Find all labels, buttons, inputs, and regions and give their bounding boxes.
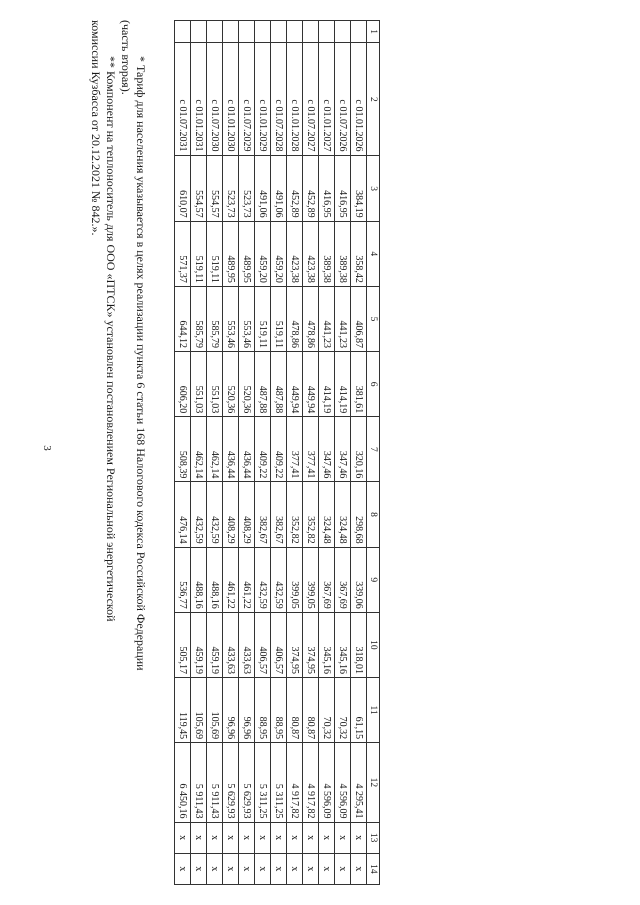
table-cell: 88,95 — [271, 677, 287, 742]
table-cell: х — [255, 822, 271, 853]
table-cell: 409,22 — [271, 417, 287, 482]
table-cell: 432,59 — [191, 482, 207, 547]
table-cell: х — [191, 853, 207, 884]
column-header: 3 — [367, 156, 380, 221]
table-row — [351, 21, 367, 885]
table-cell: 554,57 — [191, 156, 207, 221]
table-cell: 462,14 — [191, 417, 207, 482]
date-cell: с 01.01.2028 — [287, 43, 303, 156]
column-header: 14 — [367, 853, 380, 884]
table-cell: 377,41 — [287, 417, 303, 482]
table-row — [239, 21, 255, 885]
footnote-2-line-2: комиссии Кузбасса от 20.12.2021 № 842.». — [89, 20, 103, 236]
column-header: 13 — [367, 822, 380, 853]
rotated-page — [80, 20, 640, 874]
column-header: 7 — [367, 417, 380, 482]
table-cell — [239, 21, 255, 43]
table-cell: 414,19 — [319, 352, 335, 417]
table-cell: 4 596,09 — [335, 743, 351, 822]
table-cell: 96,96 — [239, 677, 255, 742]
table-cell: 523,73 — [223, 156, 239, 221]
date-cell: с 01.01.2030 — [223, 43, 239, 156]
table-row — [191, 21, 207, 885]
footnotes — [88, 20, 148, 885]
table-cell: 520,36 — [223, 352, 239, 417]
table-cell: 436,44 — [223, 417, 239, 482]
table-cell: 389,38 — [335, 221, 351, 286]
table-cell: 406,57 — [271, 612, 287, 677]
table-cell: х — [207, 853, 223, 884]
table-cell: 487,88 — [271, 352, 287, 417]
date-cell: с 01.01.2029 — [255, 43, 271, 156]
date-cell: с 01.01.2031 — [191, 43, 207, 156]
column-header: 5 — [367, 286, 380, 351]
table-cell: 461,22 — [223, 547, 239, 612]
table-cell: 384,19 — [351, 156, 367, 221]
table-cell: 409,22 — [255, 417, 271, 482]
column-header: 11 — [367, 677, 380, 742]
table-cell: 105,69 — [191, 677, 207, 742]
table-cell: 519,11 — [207, 221, 223, 286]
table-cell: х — [303, 822, 319, 853]
table-cell: 5 911,43 — [207, 743, 223, 822]
table-cell — [351, 21, 367, 43]
table-cell: 433,63 — [239, 612, 255, 677]
table-cell: 644,12 — [175, 286, 191, 351]
table-cell — [303, 21, 319, 43]
table-cell: 318,01 — [351, 612, 367, 677]
date-cell: с 01.07.2026 — [335, 43, 351, 156]
table-cell: 105,69 — [207, 677, 223, 742]
table-cell: 519,11 — [271, 286, 287, 351]
table-cell: 553,46 — [223, 286, 239, 351]
date-cell: с 01.07.2029 — [239, 43, 255, 156]
table-cell: 462,14 — [207, 417, 223, 482]
table-cell: 488,16 — [191, 547, 207, 612]
table-cell: 459,19 — [191, 612, 207, 677]
table-cell — [287, 21, 303, 43]
table-cell: 478,86 — [303, 286, 319, 351]
table-cell: 452,89 — [287, 156, 303, 221]
table-cell — [255, 21, 271, 43]
table-cell: х — [287, 822, 303, 853]
table-cell: 408,29 — [223, 482, 239, 547]
table-cell: 339,06 — [351, 547, 367, 612]
table-cell: х — [191, 822, 207, 853]
table-row — [223, 21, 239, 885]
table-cell — [335, 21, 351, 43]
table-cell: 441,23 — [319, 286, 335, 351]
table-cell: 553,46 — [239, 286, 255, 351]
table-row — [319, 21, 335, 885]
table-cell: 459,19 — [207, 612, 223, 677]
table-cell: 399,05 — [303, 547, 319, 612]
table-cell: 347,46 — [335, 417, 351, 482]
table-cell: 382,67 — [271, 482, 287, 547]
table-cell: 519,11 — [255, 286, 271, 351]
table-cell: 88,95 — [255, 677, 271, 742]
table-cell: 449,94 — [303, 352, 319, 417]
table-cell: 4 917,82 — [287, 743, 303, 822]
table-cell: 489,95 — [223, 221, 239, 286]
table-cell: 345,16 — [335, 612, 351, 677]
table-cell: х — [271, 853, 287, 884]
table-cell: 536,77 — [175, 547, 191, 612]
table-cell: 367,69 — [319, 547, 335, 612]
table-cell — [207, 21, 223, 43]
column-header: 10 — [367, 612, 380, 677]
table-row — [255, 21, 271, 885]
table-cell: х — [255, 853, 271, 884]
table-cell: 508,39 — [175, 417, 191, 482]
table-row — [287, 21, 303, 885]
table-cell: 432,59 — [207, 482, 223, 547]
table-cell: 441,23 — [335, 286, 351, 351]
table-cell: 347,46 — [319, 417, 335, 482]
column-header: 2 — [367, 43, 380, 156]
table-cell: х — [351, 853, 367, 884]
table-cell: х — [319, 853, 335, 884]
table-cell: 70,32 — [335, 677, 351, 742]
table-cell: 374,95 — [303, 612, 319, 677]
table-cell: 80,87 — [287, 677, 303, 742]
column-header: 9 — [367, 547, 380, 612]
table-cell: 432,59 — [271, 547, 287, 612]
table-cell: 585,79 — [207, 286, 223, 351]
landscape-content — [80, 20, 380, 885]
table-cell: х — [207, 822, 223, 853]
date-cell: с 01.07.2030 — [207, 43, 223, 156]
table-body — [175, 21, 367, 885]
table-cell: 523,73 — [239, 156, 255, 221]
table-cell: х — [175, 853, 191, 884]
table-row — [271, 21, 287, 885]
table-cell: 551,03 — [191, 352, 207, 417]
table-cell: х — [223, 822, 239, 853]
table-cell: 4 295,41 — [351, 743, 367, 822]
table-cell: 571,37 — [175, 221, 191, 286]
table-row — [335, 21, 351, 885]
table-cell: 5 311,25 — [271, 743, 287, 822]
table-cell — [191, 21, 207, 43]
table-cell: 61,15 — [351, 677, 367, 742]
table-cell: 432,59 — [255, 547, 271, 612]
table-cell: 406,57 — [255, 612, 271, 677]
footnote-2-line-1: ** Компонент на теплоноситель для ООО «ПТСК» установлен постановлением Региональной энергетической — [104, 56, 118, 622]
table-cell: х — [239, 822, 255, 853]
table-cell: 416,95 — [319, 156, 335, 221]
table-cell — [319, 21, 335, 43]
table-cell: 367,69 — [335, 547, 351, 612]
table-cell: 408,29 — [239, 482, 255, 547]
table-cell: 452,89 — [303, 156, 319, 221]
table-cell: 70,32 — [319, 677, 335, 742]
table-cell: 459,20 — [255, 221, 271, 286]
table-cell: 491,06 — [271, 156, 287, 221]
table-cell: 520,36 — [239, 352, 255, 417]
table-row — [175, 21, 191, 885]
date-cell: с 01.07.2027 — [303, 43, 319, 156]
table-cell: 374,95 — [287, 612, 303, 677]
column-header: 4 — [367, 221, 380, 286]
table-cell: 119,45 — [175, 677, 191, 742]
date-cell: с 01.01.2027 — [319, 43, 335, 156]
table-cell: 461,22 — [239, 547, 255, 612]
table-cell: 298,68 — [351, 482, 367, 547]
table-cell: х — [335, 822, 351, 853]
table-cell: 6 450,16 — [175, 743, 191, 822]
table-cell: 399,05 — [287, 547, 303, 612]
table-row — [303, 21, 319, 885]
table-cell: 476,14 — [175, 482, 191, 547]
table-cell — [223, 21, 239, 43]
table-cell: х — [271, 822, 287, 853]
table-cell: 352,82 — [287, 482, 303, 547]
date-cell: с 01.07.2031 — [175, 43, 191, 156]
table-cell: 324,48 — [319, 482, 335, 547]
table-cell: 381,61 — [351, 352, 367, 417]
table-cell: 414,19 — [335, 352, 351, 417]
table-row — [207, 21, 223, 885]
table-cell: 449,94 — [287, 352, 303, 417]
table-cell: 80,87 — [303, 677, 319, 742]
table-cell: 4 596,09 — [319, 743, 335, 822]
table-cell: 585,79 — [191, 286, 207, 351]
table-cell: 406,87 — [351, 286, 367, 351]
table-cell: 345,16 — [319, 612, 335, 677]
table-cell: х — [175, 822, 191, 853]
table-cell: 554,57 — [207, 156, 223, 221]
table-cell: 487,88 — [255, 352, 271, 417]
table-cell: 488,16 — [207, 547, 223, 612]
footnote-1-line-1: * Тариф для населения указывается в целях реализации пункта 6 статьи 168 Налогового кодекса Российской Федерации — [134, 56, 148, 671]
table-cell: х — [239, 853, 255, 884]
table-cell: 433,63 — [223, 612, 239, 677]
table-cell: 5 311,25 — [255, 743, 271, 822]
table-cell: х — [223, 853, 239, 884]
date-cell: с 01.07.2028 — [271, 43, 287, 156]
table-cell: х — [303, 853, 319, 884]
table-cell: 505,17 — [175, 612, 191, 677]
table-cell: 459,20 — [271, 221, 287, 286]
table-cell: 382,67 — [255, 482, 271, 547]
table-cell: х — [319, 822, 335, 853]
tariff-table — [174, 20, 380, 885]
table-cell: 436,44 — [239, 417, 255, 482]
table-cell: 491,06 — [255, 156, 271, 221]
table-cell: 352,82 — [303, 482, 319, 547]
date-cell: с 01.01.2026 — [351, 43, 367, 156]
column-header: 6 — [367, 352, 380, 417]
table-cell — [271, 21, 287, 43]
column-header: 8 — [367, 482, 380, 547]
page-number: 3 — [40, 445, 53, 451]
table-cell: 423,38 — [303, 221, 319, 286]
table-cell: х — [335, 853, 351, 884]
table-cell: 551,03 — [207, 352, 223, 417]
table-cell — [175, 21, 191, 43]
table-cell: 606,20 — [175, 352, 191, 417]
table-cell: 389,38 — [319, 221, 335, 286]
table-cell: 478,86 — [287, 286, 303, 351]
table-cell: 5 629,93 — [223, 743, 239, 822]
column-header: 12 — [367, 743, 380, 822]
table-cell: 4 917,82 — [303, 743, 319, 822]
column-header: 1 — [367, 21, 380, 43]
table-header-row — [367, 21, 380, 885]
table-cell: 610,07 — [175, 156, 191, 221]
table-cell: 377,41 — [303, 417, 319, 482]
table-cell: 423,38 — [287, 221, 303, 286]
table-cell: х — [351, 822, 367, 853]
table-cell: 324,48 — [335, 482, 351, 547]
table-cell: 5 911,43 — [191, 743, 207, 822]
table-cell: 96,96 — [223, 677, 239, 742]
table-cell: х — [287, 853, 303, 884]
table-cell: 320,16 — [351, 417, 367, 482]
table-cell: 416,95 — [335, 156, 351, 221]
table-cell: 489,95 — [239, 221, 255, 286]
footnote-1-line-2: (часть вторая). — [119, 20, 133, 95]
table-cell: 358,42 — [351, 221, 367, 286]
table-cell: 519,11 — [191, 221, 207, 286]
table-cell: 5 629,93 — [239, 743, 255, 822]
